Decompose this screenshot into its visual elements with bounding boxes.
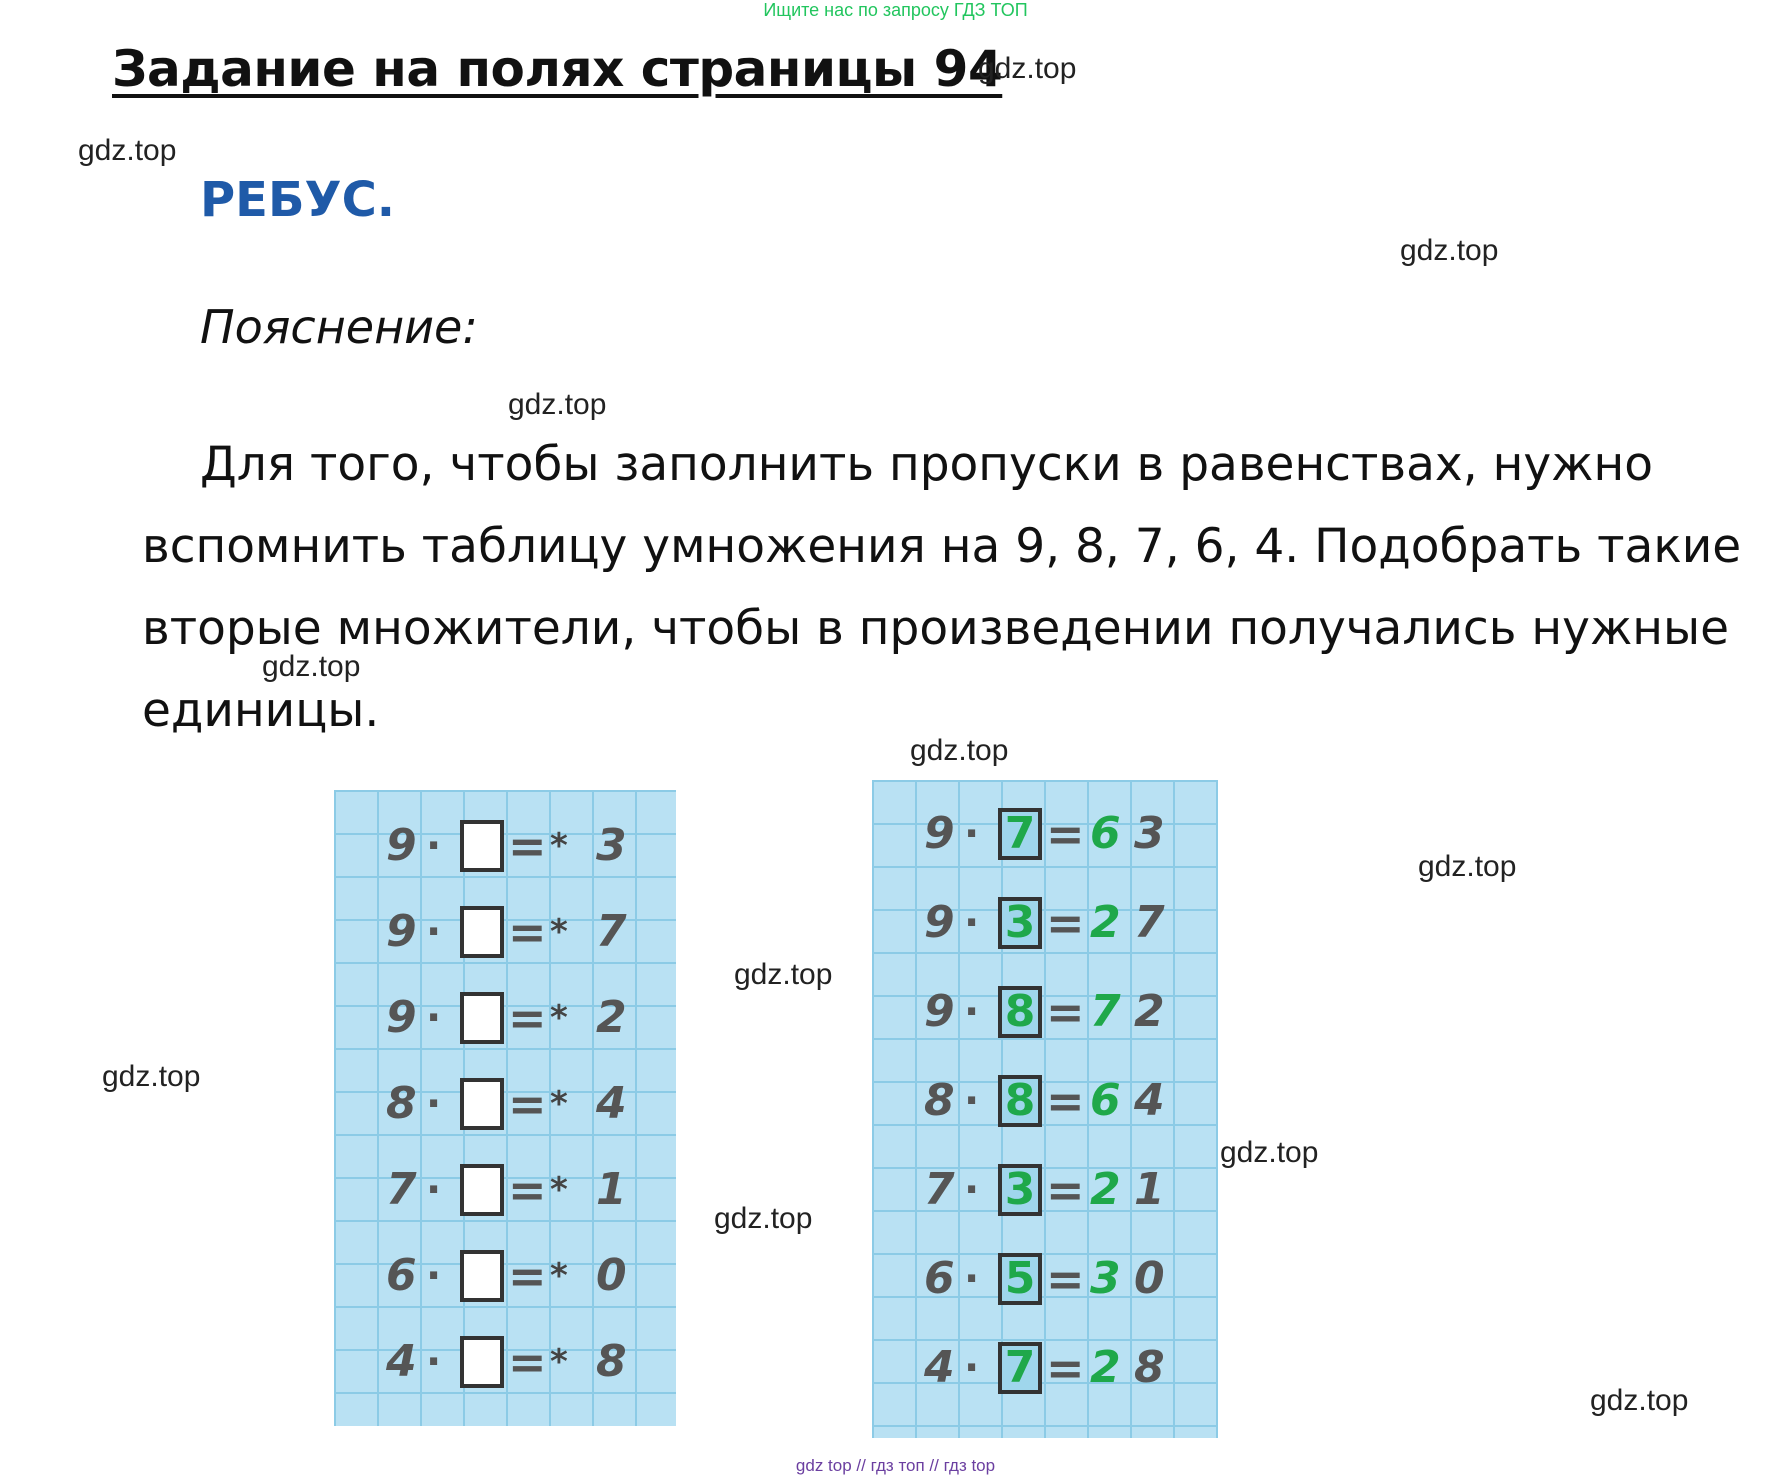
puzzle-factor: 8 — [386, 1078, 417, 1129]
watermark: gdz.top — [1590, 1384, 1689, 1417]
equals-sign: = — [1046, 1163, 1085, 1217]
solution-factor: 8 — [924, 1075, 955, 1126]
product-units-digit: 4 — [1134, 1075, 1165, 1126]
empty-answer-box — [460, 1078, 504, 1130]
watermark: gdz.top — [1220, 1136, 1319, 1169]
solution-row — [872, 804, 1218, 864]
watermark: gdz.top — [1400, 234, 1499, 267]
equals-sign: = — [1046, 985, 1085, 1039]
solution-factor: 9 — [924, 986, 955, 1037]
solution-factor: 7 — [924, 1164, 955, 1215]
equals-sign: = — [508, 1335, 547, 1389]
puzzle-factor: 9 — [386, 992, 417, 1043]
footer-watermark: gdz top // гдз топ // гдз top — [795, 1456, 996, 1475]
solution-row — [872, 1338, 1218, 1398]
multiply-sign: · — [426, 1253, 442, 1299]
product-units-digit: 1 — [1134, 1164, 1165, 1215]
solution-row — [872, 1160, 1218, 1220]
watermark: gdz.top — [978, 52, 1077, 85]
solution-factor: 6 — [924, 1253, 955, 1304]
star-placeholder: * — [550, 826, 568, 866]
watermark: gdz.top — [734, 958, 833, 991]
multiply-sign: · — [426, 1081, 442, 1127]
equals-sign: = — [508, 1249, 547, 1303]
star-placeholder: * — [550, 1084, 568, 1124]
empty-answer-box — [460, 820, 504, 872]
watermark: gdz.top — [1418, 850, 1517, 883]
puzzle-row — [334, 988, 676, 1048]
multiply-sign: · — [426, 995, 442, 1041]
puzzle-factor: 9 — [386, 906, 417, 957]
solution-grid — [872, 780, 1218, 1438]
solution-row — [872, 893, 1218, 953]
solution-row — [872, 1249, 1218, 1309]
answer-digit: 5 — [1004, 1253, 1036, 1304]
top-banner: Ищите нас по запросу ГДЗ ТОП — [763, 0, 1028, 20]
multiply-sign: · — [964, 1256, 980, 1302]
multiply-sign: · — [964, 1345, 980, 1391]
product-units-digit: 7 — [1134, 897, 1165, 948]
product-units-digit: 2 — [596, 992, 627, 1043]
product-units-digit: 0 — [596, 1250, 627, 1301]
product-tens-digit: 2 — [1090, 1342, 1121, 1393]
puzzle-factor: 4 — [386, 1336, 417, 1387]
section-title: РЕБУС. — [200, 172, 396, 228]
watermark: gdz.top — [714, 1202, 813, 1235]
star-placeholder: * — [550, 1256, 568, 1296]
multiply-sign: · — [964, 989, 980, 1035]
multiply-sign: · — [426, 909, 442, 955]
product-tens-digit: 3 — [1090, 1253, 1121, 1304]
answer-digit: 3 — [1004, 897, 1036, 948]
product-tens-digit: 2 — [1090, 897, 1121, 948]
product-units-digit: 8 — [596, 1336, 627, 1387]
solution-row — [872, 1071, 1218, 1131]
multiply-sign: · — [964, 1167, 980, 1213]
star-placeholder: * — [550, 912, 568, 952]
product-units-digit: 3 — [596, 820, 627, 871]
empty-answer-box — [460, 1250, 504, 1302]
equals-sign: = — [1046, 1341, 1085, 1395]
explanation-text: Для того, чтобы заполнить пропуски в равенствах, нужно вспомнить таблицу умножения на 9, 8, 7, 6, 4. Подобрать такие вторые множители, чтобы в произведении получались нужные единицы. — [142, 437, 1742, 738]
multiply-sign: · — [964, 811, 980, 857]
equals-sign: = — [1046, 896, 1085, 950]
puzzle-row — [334, 902, 676, 962]
puzzle-row — [334, 816, 676, 876]
product-tens-digit: 6 — [1090, 1075, 1121, 1126]
product-units-digit: 1 — [596, 1164, 627, 1215]
star-placeholder: * — [550, 1342, 568, 1382]
product-units-digit: 0 — [1134, 1253, 1165, 1304]
puzzle-factor: 6 — [386, 1250, 417, 1301]
multiply-sign: · — [426, 823, 442, 869]
solution-row — [872, 982, 1218, 1042]
equals-sign: = — [1046, 1074, 1085, 1128]
multiply-sign: · — [426, 1167, 442, 1213]
product-tens-digit: 6 — [1090, 808, 1121, 859]
product-units-digit: 4 — [596, 1078, 627, 1129]
watermark: gdz.top — [78, 134, 177, 167]
solution-factor: 9 — [924, 808, 955, 859]
star-placeholder: * — [550, 1170, 568, 1210]
equals-sign: = — [508, 991, 547, 1045]
star-placeholder: * — [550, 998, 568, 1038]
explanation-label: Пояснение: — [200, 300, 478, 354]
answer-digit: 3 — [1004, 1164, 1036, 1215]
multiply-sign: · — [426, 1339, 442, 1385]
product-tens-digit: 2 — [1090, 1164, 1121, 1215]
equals-sign: = — [508, 819, 547, 873]
equals-sign: = — [1046, 1252, 1085, 1306]
solution-factor: 9 — [924, 897, 955, 948]
equals-sign: = — [508, 1163, 547, 1217]
watermark: gdz.top — [910, 734, 1009, 767]
puzzle-row — [334, 1332, 676, 1392]
equals-sign: = — [508, 1077, 547, 1131]
answer-digit: 8 — [1004, 1075, 1036, 1126]
empty-answer-box — [460, 1336, 504, 1388]
puzzle-grid — [334, 790, 676, 1426]
empty-answer-box — [460, 1164, 504, 1216]
answer-digit: 7 — [1004, 1342, 1036, 1393]
product-units-digit: 3 — [1134, 808, 1165, 859]
solution-factor: 4 — [924, 1342, 955, 1393]
multiply-sign: · — [964, 900, 980, 946]
equals-sign: = — [1046, 807, 1085, 861]
watermark: gdz.top — [508, 388, 607, 421]
empty-answer-box — [460, 992, 504, 1044]
page-title: Задание на полях страницы 94 — [112, 40, 1003, 98]
product-units-digit: 2 — [1134, 986, 1165, 1037]
answer-digit: 7 — [1004, 808, 1036, 859]
puzzle-row — [334, 1160, 676, 1220]
puzzle-row — [334, 1246, 676, 1306]
puzzle-factor: 9 — [386, 820, 417, 871]
watermark: gdz.top — [102, 1060, 201, 1093]
watermark: gdz.top — [262, 650, 361, 683]
product-units-digit: 7 — [596, 906, 627, 957]
puzzle-row — [334, 1074, 676, 1134]
equals-sign: = — [508, 905, 547, 959]
puzzle-factor: 7 — [386, 1164, 417, 1215]
product-units-digit: 8 — [1134, 1342, 1165, 1393]
product-tens-digit: 7 — [1090, 986, 1121, 1037]
answer-digit: 8 — [1004, 986, 1036, 1037]
multiply-sign: · — [964, 1078, 980, 1124]
empty-answer-box — [460, 906, 504, 958]
